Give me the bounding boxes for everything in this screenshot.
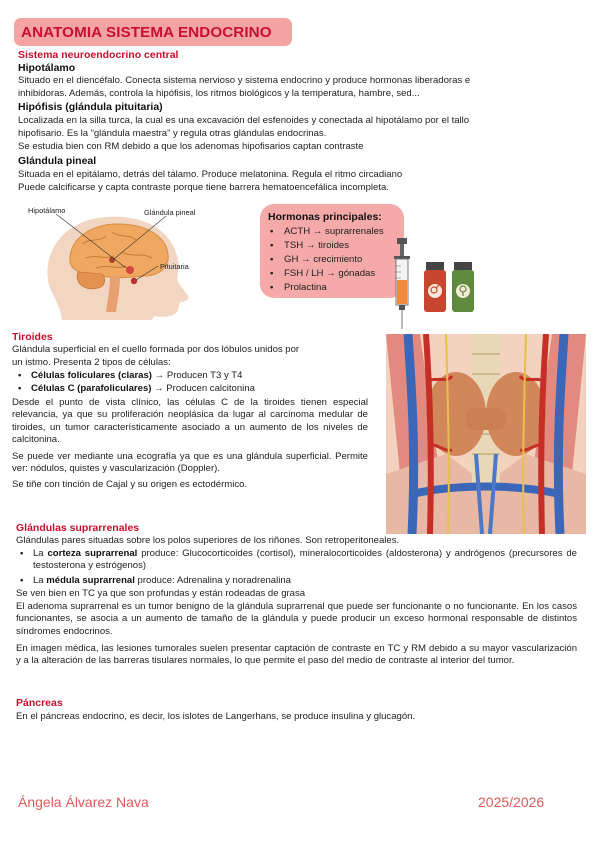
subheading-hipofisis: Hipófisis (glándula pituitaria) — [18, 101, 163, 113]
hormone-item: • GH → crecimiento — [270, 253, 384, 267]
text-line: Situado en el diencéfalo. Conecta sistema nervioso y sistema endocrino y produce hormonas liberadoras e — [18, 75, 471, 86]
hormone-item: • FSH / LH → gónadas — [270, 267, 384, 281]
hormone-item: • Prolactina — [270, 281, 384, 295]
text-line: Se estudia bien con RM debido a que los adenomas hipofisarios captan contraste — [18, 141, 364, 152]
text-line: Localizada en la silla turca, la cual es una excavación del esfenoides y conectada al hipotálamo por el tallo — [18, 115, 470, 126]
pancreas-text: En el páncreas endocrino, es decir, los islotes de Langerhans, se produce insulina y glucagón. — [16, 711, 416, 722]
text-line: Puede calcificarse y capta contraste porque tiene barrera hematoencefálica incompleta. — [18, 182, 389, 193]
text-line: Situada en el epitálamo, detrás del tálamo. Produce melatonina. Regula el ritmo circadiano — [18, 169, 403, 180]
syringe-plunger-icon — [397, 238, 407, 244]
hormone-item: • TSH → tiroides — [270, 239, 384, 253]
hormones-title: Hormonas principales: — [268, 211, 382, 223]
page-title: ANATOMIA SISTEMA ENDOCRINO — [21, 23, 272, 41]
section-heading-tiroides: Tiroides — [12, 331, 53, 343]
subheading-hipotalamo: Hipotálamo — [18, 62, 76, 74]
subheading-pineal: Glándula pineal — [18, 155, 97, 167]
title-badge — [14, 18, 292, 46]
brain-illustration — [26, 202, 226, 320]
section-heading-pancreas: Páncreas — [16, 697, 63, 709]
tiroides-paragraph-ecografia: Se puede ver mediante una ecografía ya que es una glándula superficial. Permite ver: nódulos, quistes y vascularización (Doppler). — [12, 451, 368, 475]
section-heading-suprarrenales: Glándulas suprarrenales — [16, 522, 140, 534]
list-item-cell: • Células foliculares (claras) → Producen T3 y T4 — [18, 370, 243, 381]
text-line: un istmo. Presenta 2 tipos de células: — [12, 357, 171, 368]
thyroid-isthmus — [466, 408, 506, 430]
hormones-box — [260, 204, 404, 298]
figure-label-pituitaria: Pituitaria — [160, 262, 189, 271]
figure-label-pineal: Glándula pineal — [144, 208, 196, 217]
suprarrenales-intro: Glándulas pares situadas sobre los polos superiores de los riñones. Son retroperitoneales. — [16, 535, 400, 546]
thyroid-anatomy-illustration — [386, 334, 586, 534]
list-item-cell: • Células C (parafoliculares) → Producen calcitonina — [18, 383, 255, 394]
text-line: inhibidoras. Además, controla la hipófisis, los ritmos biológicos y la temperatura, hambre, sed... — [18, 88, 420, 99]
list-item-corteza: • La corteza suprarrenal produce: Glucocorticoides (cortisol), mineralocorticoides (aldosterona) y andrógenos (precursores de testosterona y estrógenos) — [20, 548, 577, 571]
vial-icon — [426, 262, 444, 270]
section-heading-neuro: Sistema neuroendocrino central — [18, 49, 179, 61]
text-line: Glándula superficial en el cuello formada por dos lóbulos unidos por — [12, 344, 300, 355]
hormone-item: • ACTH → suprarrenales — [270, 225, 384, 239]
hormones-list — [270, 225, 384, 295]
suprarrenales-paragraph-adenoma: El adenoma suprarrenal es un tumor benigno de la glándula suprarrenal que puede ser funcionante o no funcionante. En los casos funcionantes, se asocia a un aumento de tamaño de la glándula y puede producir un exceso hormonal responsable de distintos síndromes endocrinos. — [16, 601, 577, 637]
footer-year: 2025/2026 — [478, 794, 545, 810]
vial-icon — [454, 262, 472, 270]
suprarrenales-paragraph-imagen: En imagen médica, las lesiones tumorales suelen presentar captación de contraste en TC y RM debido a su mayor vascularización y a la alteración de las barreras tisulares normales, lo que permite el paso del medio de contraste al interior del tumor. — [16, 643, 577, 667]
text-line: hipofisario. Es la “glándula maestra” y regula otras glándulas endocrinas. — [18, 128, 327, 139]
figure-label-hipotalamo: Hipotálamo — [28, 206, 66, 215]
footer-author: Ángela Álvarez Nava — [18, 794, 149, 810]
syringe-vials-illustration — [388, 236, 488, 332]
list-item-medula: • La médula suprarrenal produce: Adrenalina y noradrenalina — [20, 575, 291, 586]
brain-figure — [26, 202, 226, 320]
tiroides-paragraph-tincion: Se tiñe con tinción de Cajal y su origen es ectodérmico. — [12, 479, 248, 490]
tiroides-paragraph-clinical: Desde el punto de vista clínico, las células C de la tiroides tienen especial relevancia, ya que su proliferación neoplásica da lugar al carcinoma medular de tiroides, un tumor característicamente asociado a un aumento de los niveles de calcitonina. — [12, 397, 368, 445]
suprarrenales-tc: Se ven bien en TC ya que son profundas y están rodeadas de grasa — [16, 588, 306, 599]
